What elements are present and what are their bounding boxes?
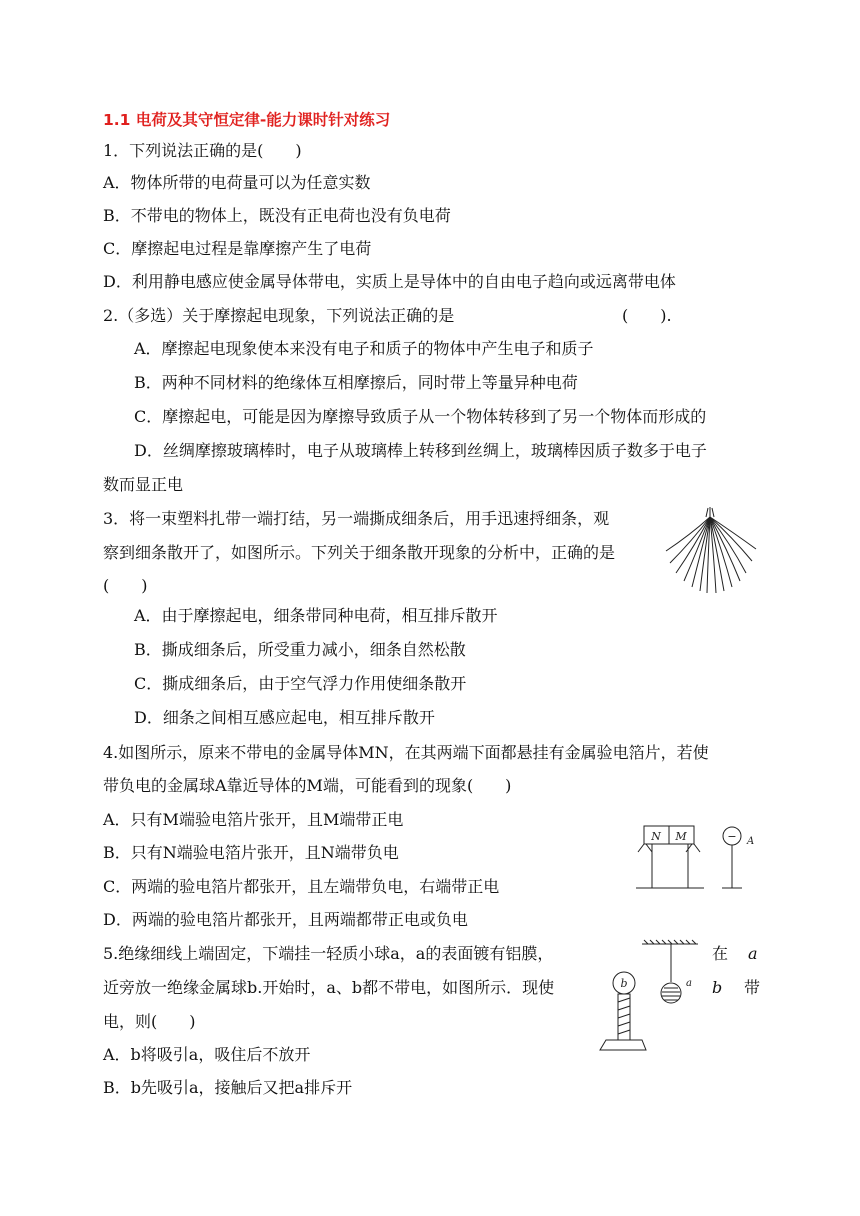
- q3-option-c: C．撕成细条后，由于空气浮力作用使细条散开: [134, 674, 467, 693]
- q1-option-b: B．不带电的物体上，既没有正电荷也没有负电荷: [103, 206, 451, 225]
- q1-option-a: A．物体所带的电荷量可以为任意实数: [103, 173, 371, 192]
- q2-option-d-line1: D．丝绸摩擦玻璃棒时，电子从玻璃棒上转移到丝绸上，玻璃棒因质子数多于电子: [134, 441, 707, 460]
- q2-option-d-line2: 数而显正电: [103, 475, 184, 494]
- q5-stem-line2-tail-2: 带: [744, 978, 761, 997]
- q5-stem-line2: 近旁放一绝缘金属球b.开始时，a、b都不带电，如图所示．现使: [103, 978, 555, 997]
- q5-stem-line2-tail-1: b: [712, 978, 723, 997]
- q3-stem-line2: 察到细条散开了，如图所示。下列关于细条散开现象的分析中，正确的是: [103, 543, 616, 562]
- q4-stem-line2: 带负电的金属球A靠近导体的M端，可能看到的现象( ): [103, 776, 512, 795]
- q2-option-c: C．摩擦起电，可能是因为摩擦导致质子从一个物体转移到了另一个物体而形成的: [134, 407, 707, 426]
- q5-stem-line1: 5.绝缘细线上端固定，下端挂一轻质小球a，a的表面镀有铝膜，: [103, 944, 554, 963]
- q5-stem-line1-tail-1: 在: [712, 944, 729, 963]
- label-small-a: a: [686, 978, 692, 989]
- q4-option-c: C．两端的验电箔片都张开，且左端带负电，右端带正电: [103, 877, 500, 896]
- q1-stem: 1．下列说法正确的是( ): [103, 141, 302, 160]
- q5-stem-line3: 电，则( ): [103, 1012, 196, 1031]
- label-minus: −: [727, 830, 737, 843]
- q4-stem-line1: [103, 743, 709, 763]
- pendulum-figure: [596, 936, 706, 1056]
- q5-option-a: A．b将吸引a，吸住后不放开: [103, 1045, 311, 1064]
- q1-option-d: D．利用静电感应使金属导体带电，实质上是导体中的自由电子趋向或远离带电体: [103, 272, 676, 291]
- label-a: A: [747, 836, 755, 847]
- q5-option-b: B．b先吸引a，接触后又把a排斥开: [103, 1078, 353, 1097]
- conductor-mn-figure: [636, 822, 760, 892]
- q2-option-a: A．摩擦起电现象使本来没有电子和质子的物体中产生电子和质子: [134, 339, 594, 358]
- page-title: 1.1 电荷及其守恒定律-能力课时针对练习: [103, 111, 391, 129]
- q3-stem-line1: 3．将一束塑料扎带一端打结，另一端撕成细条后，用手迅速捋细条，观: [103, 509, 610, 528]
- q3-option-a: A．由于摩擦起电，细条带同种电荷，相互排斥散开: [134, 606, 498, 625]
- q4-option-b: B．只有N端验电箔片张开，且N端带负电: [103, 843, 399, 862]
- q2-option-b: B．两种不同材料的绝缘体互相摩擦后，同时带上等量异种电荷: [134, 373, 578, 392]
- label-m: M: [675, 830, 687, 843]
- q2-stem: 2.（多选）关于摩擦起电现象，下列说法正确的是: [103, 306, 455, 325]
- label-n: N: [651, 830, 661, 843]
- label-b: b: [620, 977, 628, 990]
- q2-answer-blank: ( ).: [622, 306, 672, 325]
- q1-option-c: C．摩擦起电过程是靠摩擦产生了电荷: [103, 239, 372, 258]
- q3-stem-line3: ( ): [103, 576, 148, 595]
- q4-option-a: A．只有M端验电箔片张开，且M端带正电: [103, 810, 404, 829]
- spread-strips-figure: [660, 505, 760, 597]
- q3-option-b: B．撕成细条后，所受重力减小，细条自然松散: [134, 640, 466, 659]
- q4-stem-line1-text: 4.如图所示，原来不带电的金属导体MN，在其两端下面都悬挂有金属验电箔片，若使: [103, 743, 709, 762]
- q4-option-d: D．两端的验电箔片都张开，且两端都带正电或负电: [103, 910, 468, 929]
- q3-option-d: D．细条之间相互感应起电，相互排斥散开: [134, 708, 435, 727]
- q5-stem-line1-tail-2: a: [748, 944, 758, 963]
